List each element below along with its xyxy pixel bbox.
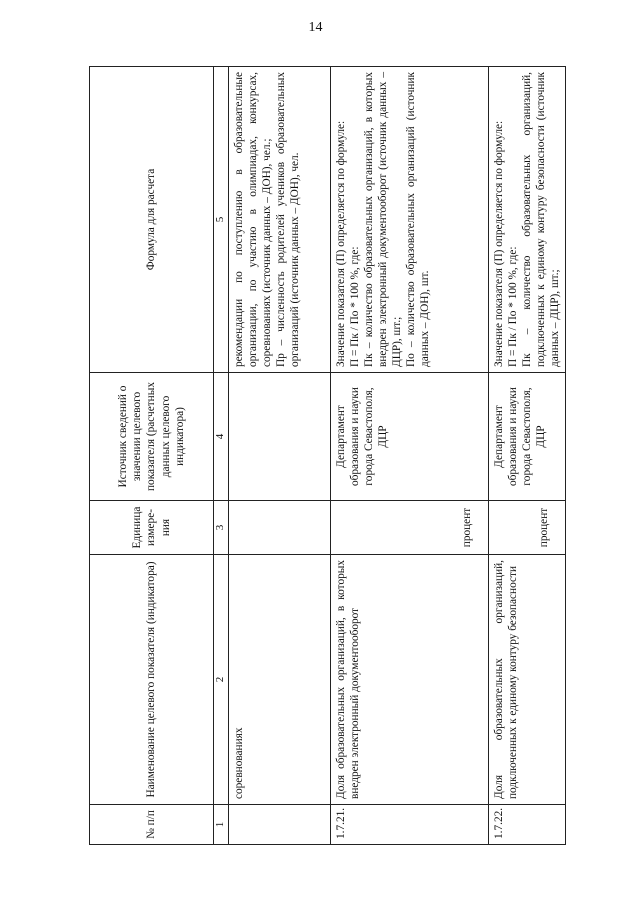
indicator-formula — [228, 67, 330, 373]
formula-line: Значение показателя (П) определяется по формуле: — [334, 120, 347, 367]
row-number: 1.7.21. — [330, 805, 488, 845]
formula-line: П = Пк / По * 100 %, где: — [348, 246, 361, 367]
formula-line: Значение показателя (П) определяется по формуле: — [492, 120, 505, 367]
indicator-source: Департамент образования и науки города Севастополя, ДЦР — [488, 373, 566, 501]
indicator-name: соревнованиях — [228, 555, 330, 805]
indicator-unit: процент — [330, 501, 488, 555]
table-row — [228, 67, 330, 845]
row-number: 1.7.22. — [488, 805, 566, 845]
header-source: Источник сведений о значении целевого показателя (расчетных данных целевого индикатора) — [90, 373, 214, 501]
table-row — [488, 67, 566, 845]
header-indicator-name: Наименование целевого показателя (индикатора) — [90, 555, 214, 805]
column-number: 1 — [214, 805, 229, 845]
indicator-source: Департамент образования и науки города Севастополя, ДЦР — [330, 373, 488, 501]
indicator-unit — [228, 501, 330, 555]
formula-line: Пр – численность родителей учеников образовательных организаций (источник данных – ДОН), чел. — [275, 72, 302, 367]
formula-line: Пк – количество образовательных организаций, подключенных к единому контуру безопасности (источник данных – ДЦР), шт.; — [520, 72, 562, 367]
header-unit: Единица измере-ния — [90, 501, 214, 555]
indicator-source — [228, 373, 330, 501]
column-number: 4 — [214, 373, 229, 501]
formula-line: Пк – количество образовательных организаций, в которых внедрен электронный документооборот (источник данных – ДЦР), шт.; — [362, 72, 404, 367]
formula-line: П = Пк / По * 100 %, где: — [506, 246, 519, 367]
indicator-formula — [330, 67, 488, 373]
indicators-table — [89, 66, 566, 845]
header-formula: Формула для расчета — [90, 67, 214, 373]
row-number — [228, 805, 330, 845]
column-number: 5 — [214, 67, 229, 373]
header-number: № п/п — [90, 805, 214, 845]
rotated-table-wrapper — [89, 67, 563, 845]
indicator-formula — [488, 67, 566, 373]
table-row — [330, 67, 488, 845]
indicator-unit: процент — [488, 501, 566, 555]
column-number-row — [214, 67, 229, 845]
page-number: 14 — [308, 20, 323, 35]
formula-line: рекомендации по поступлению в образовательные организации, по участию в олимпиадах, конкурсах, соревнованиях (источник данных – ДОН), чел.; — [232, 72, 273, 367]
table-header-row — [90, 67, 214, 845]
indicator-name: Доля образовательных организаций, в которых внедрен электронный документооборот — [330, 555, 488, 805]
column-number: 3 — [214, 501, 229, 555]
formula-line: По – количество образовательных организаций (источник данных – ДОН), шт. — [405, 72, 432, 367]
indicator-name: Доля образовательных организаций, подключенных к единому контуру безопасности — [488, 555, 566, 805]
column-number: 2 — [214, 555, 229, 805]
